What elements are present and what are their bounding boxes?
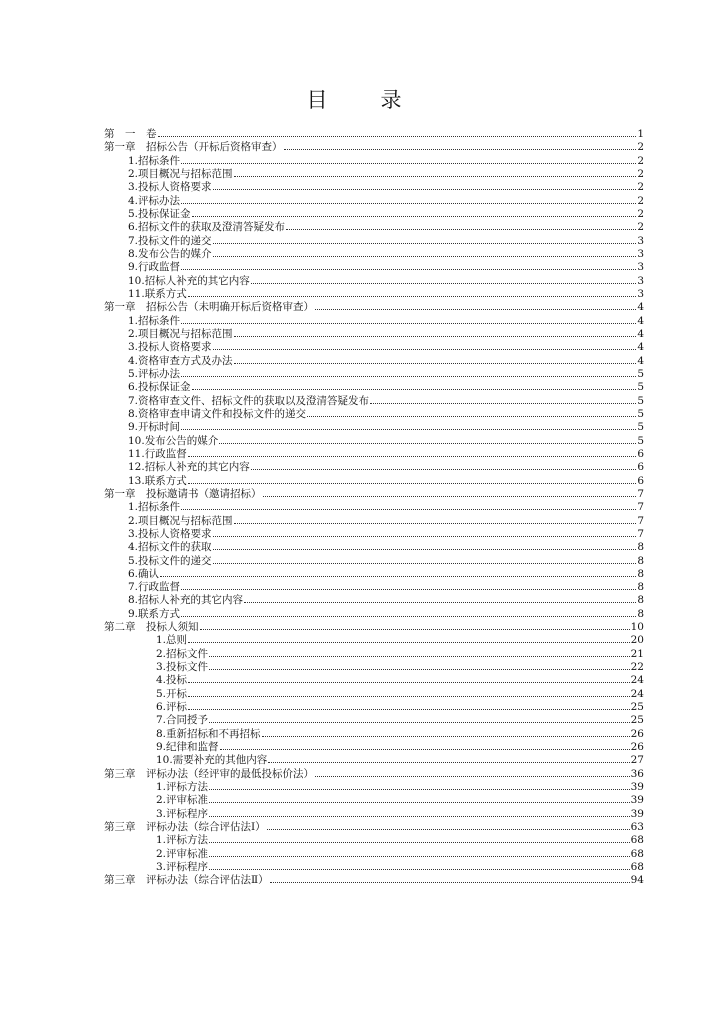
dot-leader: [192, 388, 637, 390]
toc-entry[interactable]: [104, 381, 644, 394]
toc-entry[interactable]: [104, 448, 644, 461]
dot-leader: [262, 735, 630, 737]
toc-entry-page-number: 2: [637, 181, 644, 194]
toc-entry[interactable]: [104, 168, 644, 181]
toc-entry[interactable]: [104, 848, 644, 861]
dot-leader: [244, 601, 636, 603]
toc-entry-label: 第三章 评标办法（综合评估法Ⅰ）: [104, 821, 266, 834]
toc-entry-page-number: 8: [637, 554, 644, 567]
dot-leader: [234, 362, 637, 364]
dot-leader: [370, 402, 636, 404]
toc-entry-label: 5.投标文件的递交: [128, 554, 212, 567]
toc-entry[interactable]: [104, 515, 644, 528]
toc-entry[interactable]: [104, 368, 644, 381]
toc-entry-label: 1.评标方法: [156, 834, 209, 847]
dot-leader: [181, 428, 636, 430]
dot-leader: [213, 242, 637, 244]
toc-entry[interactable]: [104, 661, 644, 674]
dot-leader: [307, 415, 636, 417]
toc-entry-label: 3.投标人资格要求: [128, 341, 212, 354]
toc-entry-page-number: 2: [637, 167, 644, 180]
toc-entry-page-number: 8: [637, 607, 644, 620]
dot-leader: [160, 575, 636, 577]
toc-entry-page-number: 26: [630, 727, 644, 740]
dot-leader: [181, 202, 636, 204]
toc-entry[interactable]: [104, 634, 644, 647]
dot-leader: [234, 175, 637, 177]
dot-leader: [209, 668, 630, 670]
dot-leader: [200, 628, 630, 630]
toc-entry-page-number: 8: [637, 567, 644, 580]
dot-leader: [270, 881, 630, 883]
toc-entry-label: 10.需要补充的其他内容: [156, 754, 268, 767]
toc-entry[interactable]: [104, 181, 644, 194]
toc-entry-label: 10.招标人补充的其它内容: [128, 274, 250, 287]
toc-entry[interactable]: [104, 594, 644, 607]
toc-entry-page-number: 24: [630, 674, 644, 687]
dot-leader: [181, 508, 636, 510]
toc-entry-page-number: 25: [630, 701, 644, 714]
toc-entry-label: 8.资格审查申请文件和投标文件的递交: [128, 407, 307, 420]
toc-entry[interactable]: [104, 248, 644, 261]
dot-leader: [213, 348, 637, 350]
toc-entry[interactable]: [104, 395, 644, 408]
toc-entry-page-number: 3: [637, 287, 644, 300]
toc-entry-page-number: 3: [637, 247, 644, 260]
dot-leader: [213, 562, 637, 564]
toc-entry-page-number: 6: [637, 461, 644, 474]
toc-entry-page-number: 7: [637, 501, 644, 514]
toc-entry[interactable]: [104, 754, 644, 767]
toc-entry-page-number: 24: [630, 687, 644, 700]
toc-entry[interactable]: [104, 328, 644, 341]
dot-leader: [315, 775, 630, 777]
toc-entry[interactable]: [104, 341, 644, 354]
dot-leader: [268, 761, 629, 763]
toc-entry[interactable]: [104, 141, 644, 154]
dot-leader: [251, 282, 637, 284]
toc-entry-page-number: 2: [637, 154, 644, 167]
dot-leader: [188, 482, 637, 484]
dot-leader: [209, 801, 630, 803]
toc-title: 目 录: [306, 88, 418, 112]
dot-leader: [209, 868, 630, 870]
dot-leader: [213, 535, 637, 537]
toc-entry-page-number: 36: [630, 767, 644, 780]
toc-entry-page-number: 5: [637, 421, 644, 434]
toc-entry[interactable]: [104, 261, 644, 274]
toc-entry[interactable]: [104, 541, 644, 554]
dot-leader: [213, 188, 637, 190]
table-of-contents: [104, 128, 644, 888]
toc-entry-page-number: 68: [630, 861, 644, 874]
toc-entry[interactable]: [104, 408, 644, 421]
toc-entry-page-number: 25: [630, 714, 644, 727]
dot-leader: [188, 708, 630, 710]
toc-entry-label: 2.项目概况与招标范围: [128, 514, 233, 527]
toc-entry-label: 10.发布公告的媒介: [128, 434, 219, 447]
toc-entry-label: 9.纪律和监督: [156, 741, 219, 754]
toc-entry[interactable]: [104, 861, 644, 874]
dot-leader: [234, 335, 637, 337]
toc-entry-label: 3.投标人资格要求: [128, 527, 212, 540]
toc-entry-page-number: 2: [637, 141, 644, 154]
toc-entry-page-number: 5: [637, 367, 644, 380]
toc-entry-label: 6.投标保证金: [128, 381, 191, 394]
toc-entry-label: 2.项目概况与招标范围: [128, 327, 233, 340]
toc-entry[interactable]: [104, 195, 644, 208]
toc-entry[interactable]: [104, 834, 644, 847]
toc-entry-label: 3.评标程序: [156, 861, 209, 874]
toc-entry-label: 6.评标: [156, 701, 188, 714]
toc-entry-page-number: 2: [637, 207, 644, 220]
toc-entry-page-number: 20: [630, 634, 644, 647]
toc-entry[interactable]: [104, 781, 644, 794]
toc-entry-page-number: 39: [630, 794, 644, 807]
toc-entry[interactable]: [104, 794, 644, 807]
dot-leader: [181, 375, 636, 377]
toc-entry-page-number: 63: [630, 821, 644, 834]
toc-entry[interactable]: [104, 648, 644, 661]
toc-entry-page-number: 8: [637, 594, 644, 607]
toc-entry[interactable]: [104, 808, 644, 821]
toc-entry-page-number: 5: [637, 407, 644, 420]
toc-entry-label: 第三章 评标办法（综合评估法Ⅱ）: [104, 874, 269, 887]
toc-entry-page-number: 1: [637, 128, 644, 140]
toc-entry[interactable]: [104, 221, 644, 234]
toc-entry[interactable]: [104, 488, 644, 501]
dot-leader: [188, 695, 630, 697]
dot-leader: [188, 455, 637, 457]
dot-leader: [181, 268, 636, 270]
toc-entry-page-number: 7: [637, 527, 644, 540]
dot-leader: [188, 641, 630, 643]
toc-entry-page-number: 4: [637, 327, 644, 340]
toc-entry-label: 6.招标文件的获取及澄清答疑发布: [128, 221, 286, 234]
dot-leader: [284, 148, 637, 150]
toc-entry-label: 1.招标条件: [128, 501, 181, 514]
toc-entry-label: 7.行政监督: [128, 581, 181, 594]
toc-entry-label: 2.评审标准: [156, 847, 209, 860]
toc-entry-label: 4.投标: [156, 674, 188, 687]
toc-entry-label: 13.联系方式: [128, 474, 187, 487]
toc-entry-label: 4.资格审查方式及办法: [128, 354, 233, 367]
dot-leader: [209, 655, 630, 657]
toc-entry-page-number: 4: [637, 341, 644, 354]
toc-entry-page-number: 4: [637, 354, 644, 367]
toc-entry-page-number: 39: [630, 781, 644, 794]
toc-entry-label: 7.合同授予: [156, 714, 209, 727]
toc-entry[interactable]: [104, 421, 644, 434]
dot-leader: [213, 255, 637, 257]
toc-entry[interactable]: [104, 674, 644, 687]
toc-entry-label: 2.招标文件: [156, 647, 209, 660]
toc-entry-label: 9.开标时间: [128, 421, 181, 434]
toc-entry[interactable]: [104, 528, 644, 541]
toc-entry-page-number: 3: [637, 234, 644, 247]
toc-entry-label: 1.总则: [156, 634, 188, 647]
toc-entry-label: 5.投标保证金: [128, 207, 191, 220]
dot-leader: [181, 162, 636, 164]
toc-entry-label: 5.开标: [156, 687, 188, 700]
dot-leader: [219, 442, 636, 444]
toc-entry-page-number: 4: [637, 314, 644, 327]
toc-entry[interactable]: [104, 475, 644, 488]
dot-leader: [267, 828, 630, 830]
toc-entry-page-number: 3: [637, 261, 644, 274]
toc-entry-label: 第一章 招标公告（未明确开标后资格审查）: [104, 301, 314, 314]
dot-leader: [209, 855, 630, 857]
toc-entry[interactable]: [104, 581, 644, 594]
toc-entry-page-number: 5: [637, 394, 644, 407]
toc-entry-label: 8.招标人补充的其它内容: [128, 594, 244, 607]
toc-entry-page-number: 10: [630, 621, 644, 634]
toc-entry-page-number: 5: [637, 434, 644, 447]
toc-entry-page-number: 7: [637, 487, 644, 500]
toc-entry[interactable]: [104, 275, 644, 288]
toc-entry-page-number: 27: [630, 754, 644, 767]
toc-entry[interactable]: [104, 355, 644, 368]
toc-entry-label: 9.行政监督: [128, 261, 181, 274]
toc-entry-label: 3.投标文件: [156, 661, 209, 674]
toc-entry-page-number: 22: [630, 661, 644, 674]
dot-leader: [158, 135, 637, 137]
toc-entry-label: 第二章 投标人须知: [104, 621, 199, 634]
toc-entry-label: 7.投标文件的递交: [128, 234, 212, 247]
toc-entry-page-number: 39: [630, 807, 644, 820]
toc-entry-page-number: 68: [630, 834, 644, 847]
toc-entry-label: 6.确认: [128, 567, 160, 580]
dot-leader: [315, 308, 636, 310]
toc-entry-label: 第一章 招标公告（开标后资格审查）: [104, 141, 283, 154]
toc-entry[interactable]: [104, 288, 644, 301]
toc-entry-label: 2.评审标准: [156, 794, 209, 807]
dot-leader: [209, 841, 630, 843]
dot-leader: [181, 322, 636, 324]
toc-entry[interactable]: [104, 874, 644, 887]
toc-entry-label: 2.项目概况与招标范围: [128, 167, 233, 180]
toc-entry-label: 第 一 卷: [104, 128, 157, 140]
toc-entry[interactable]: [104, 608, 644, 621]
dot-leader: [209, 788, 630, 790]
toc-entry-label: 9.联系方式: [128, 607, 181, 620]
dot-leader: [181, 615, 636, 617]
toc-entry[interactable]: [104, 301, 644, 314]
toc-entry[interactable]: [104, 621, 644, 634]
toc-entry-page-number: 6: [637, 447, 644, 460]
toc-entry-page-number: 26: [630, 741, 644, 754]
toc-entry-label: 3.评标程序: [156, 807, 209, 820]
toc-entry-page-number: 3: [637, 274, 644, 287]
toc-entry-label: 12.招标人补充的其它内容: [128, 461, 250, 474]
toc-entry-label: 4.招标文件的获取: [128, 541, 212, 554]
toc-entry[interactable]: [104, 461, 644, 474]
toc-entry[interactable]: [104, 728, 644, 741]
dot-leader: [220, 748, 630, 750]
toc-entry[interactable]: [104, 235, 644, 248]
toc-entry[interactable]: [104, 701, 644, 714]
toc-entry[interactable]: [104, 768, 644, 781]
toc-entry-page-number: 5: [637, 381, 644, 394]
toc-entry-page-number: 2: [637, 221, 644, 234]
toc-entry[interactable]: [104, 208, 644, 221]
toc-entry[interactable]: [104, 821, 644, 834]
toc-entry-page-number: 4: [637, 301, 644, 314]
toc-entry-label: 1.招标条件: [128, 154, 181, 167]
dot-leader: [286, 228, 636, 230]
toc-entry-page-number: 7: [637, 514, 644, 527]
toc-entry[interactable]: [104, 555, 644, 568]
toc-entry-label: 1.评标方法: [156, 781, 209, 794]
toc-entry[interactable]: [104, 688, 644, 701]
toc-entry-label: 4.评标办法: [128, 194, 181, 207]
toc-entry-label: 1.招标条件: [128, 314, 181, 327]
toc-entry-page-number: 8: [637, 541, 644, 554]
toc-entry-page-number: 94: [630, 874, 644, 887]
dot-leader: [188, 681, 630, 683]
toc-entry-label: 第三章 评标办法（经评审的最低投标价法）: [104, 767, 314, 780]
dot-leader: [251, 468, 637, 470]
toc-entry-label: 8.重新招标和不再招标: [156, 727, 261, 740]
dot-leader: [209, 815, 630, 817]
dot-leader: [192, 215, 637, 217]
toc-entry-page-number: 68: [630, 847, 644, 860]
toc-entry-label: 11.行政监督: [128, 447, 187, 460]
toc-entry-label: 11.联系方式: [128, 287, 187, 300]
toc-entry-page-number: 8: [637, 581, 644, 594]
dot-leader: [188, 295, 637, 297]
toc-entry[interactable]: [104, 501, 644, 514]
dot-leader: [181, 588, 636, 590]
dot-leader: [263, 495, 637, 497]
toc-entry[interactable]: [104, 435, 644, 448]
toc-entry-label: 5.评标办法: [128, 367, 181, 380]
toc-entry[interactable]: [104, 315, 644, 328]
toc-entry-label: 7.资格审查文件、招标文件的获取以及澄清答疑发布: [128, 394, 370, 407]
toc-entry[interactable]: [104, 714, 644, 727]
toc-entry-label: 第一章 投标邀请书（邀请招标）: [104, 487, 262, 500]
dot-leader: [213, 548, 637, 550]
toc-entry[interactable]: [104, 568, 644, 581]
toc-entry-page-number: 2: [637, 194, 644, 207]
dot-leader: [234, 522, 637, 524]
dot-leader: [209, 721, 630, 723]
toc-entry[interactable]: [104, 128, 644, 141]
toc-entry-page-number: 6: [637, 474, 644, 487]
toc-entry-page-number: 21: [630, 647, 644, 660]
toc-entry-label: 3.投标人资格要求: [128, 181, 212, 194]
toc-entry-label: 8.发布公告的媒介: [128, 247, 212, 260]
toc-entry[interactable]: [104, 155, 644, 168]
toc-entry[interactable]: [104, 741, 644, 754]
